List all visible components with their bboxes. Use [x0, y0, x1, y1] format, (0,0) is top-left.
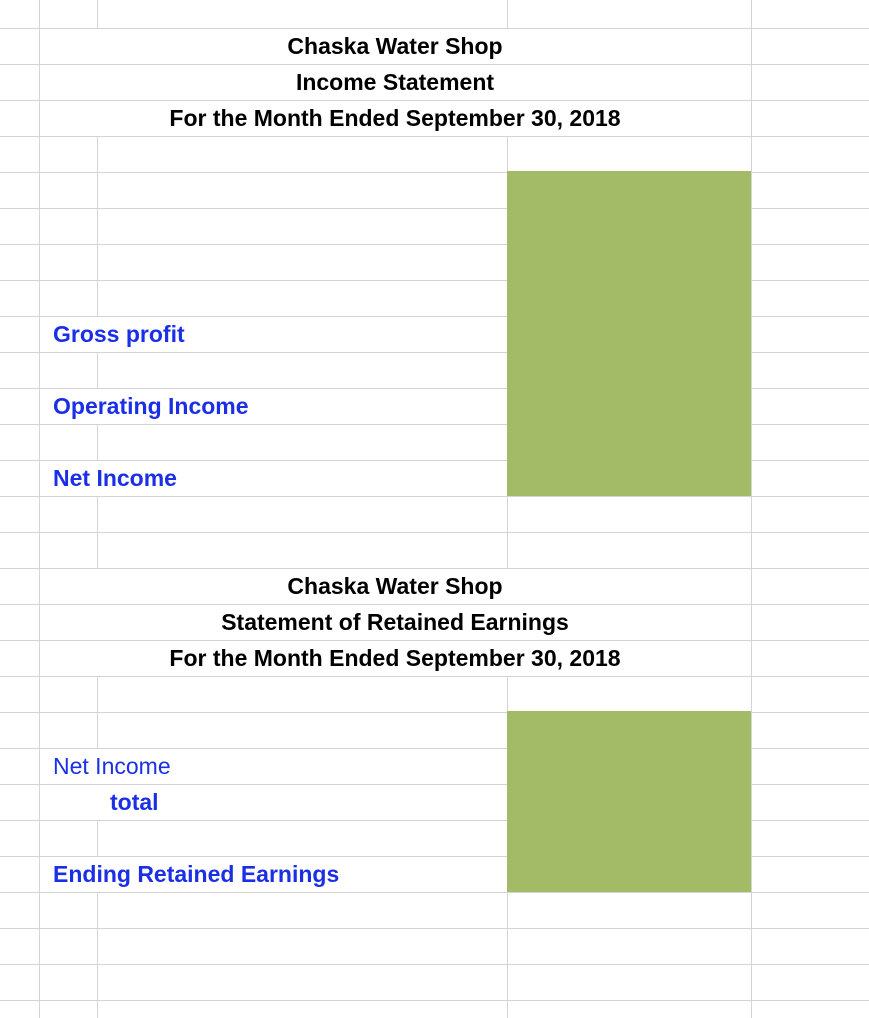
retained-earnings-title: Statement of Retained Earnings — [221, 609, 569, 635]
income-values-input-area[interactable] — [507, 171, 751, 496]
net-income-label: Net Income — [53, 465, 177, 491]
column-gridline — [97, 820, 98, 856]
column-gridline — [97, 676, 98, 712]
row-gridline — [0, 496, 869, 497]
row-gridline — [0, 136, 869, 137]
retained-earnings-period: For the Month Ended September 30, 2018 — [169, 645, 621, 671]
column-gridline — [97, 244, 98, 280]
column-gridline — [507, 1000, 508, 1018]
row-gridline — [0, 1000, 869, 1001]
re-net-income-label: Net Income — [53, 753, 171, 779]
column-gridline — [97, 0, 98, 28]
column-gridline — [97, 1000, 98, 1018]
column-gridline — [507, 964, 508, 1000]
column-gridline — [507, 496, 508, 532]
column-gridline — [507, 928, 508, 964]
income-company-name: Chaska Water Shop — [287, 33, 503, 59]
row-gridline — [0, 532, 869, 533]
income-statement-title: Income Statement — [295, 69, 495, 95]
column-gridline — [751, 0, 752, 1018]
ending-retained-earnings-label: Ending Retained Earnings — [53, 861, 340, 887]
row-gridline — [0, 964, 869, 965]
total-label: total — [110, 789, 159, 815]
row-gridline — [0, 928, 869, 929]
row-gridline — [0, 892, 869, 893]
column-gridline — [507, 136, 508, 172]
column-gridline — [97, 280, 98, 316]
column-gridline — [507, 532, 508, 568]
column-gridline — [97, 172, 98, 208]
row-gridline — [0, 676, 869, 677]
column-gridline — [97, 964, 98, 1000]
column-gridline — [97, 496, 98, 532]
column-gridline — [97, 892, 98, 928]
retained-company-name: Chaska Water Shop — [287, 573, 503, 599]
operating-income-label: Operating Income — [53, 393, 249, 419]
column-gridline — [97, 136, 98, 172]
column-gridline — [507, 676, 508, 712]
column-gridline — [39, 0, 40, 1018]
column-gridline — [97, 208, 98, 244]
retained-earnings-values-input-area[interactable] — [507, 711, 751, 892]
gross-profit-label: Gross profit — [53, 321, 185, 347]
column-gridline — [97, 928, 98, 964]
column-gridline — [97, 352, 98, 388]
column-gridline — [97, 532, 98, 568]
income-statement-period: For the Month Ended September 30, 2018 — [169, 105, 621, 131]
column-gridline — [97, 712, 98, 748]
column-gridline — [97, 424, 98, 460]
column-gridline — [507, 892, 508, 928]
column-gridline — [507, 0, 508, 28]
